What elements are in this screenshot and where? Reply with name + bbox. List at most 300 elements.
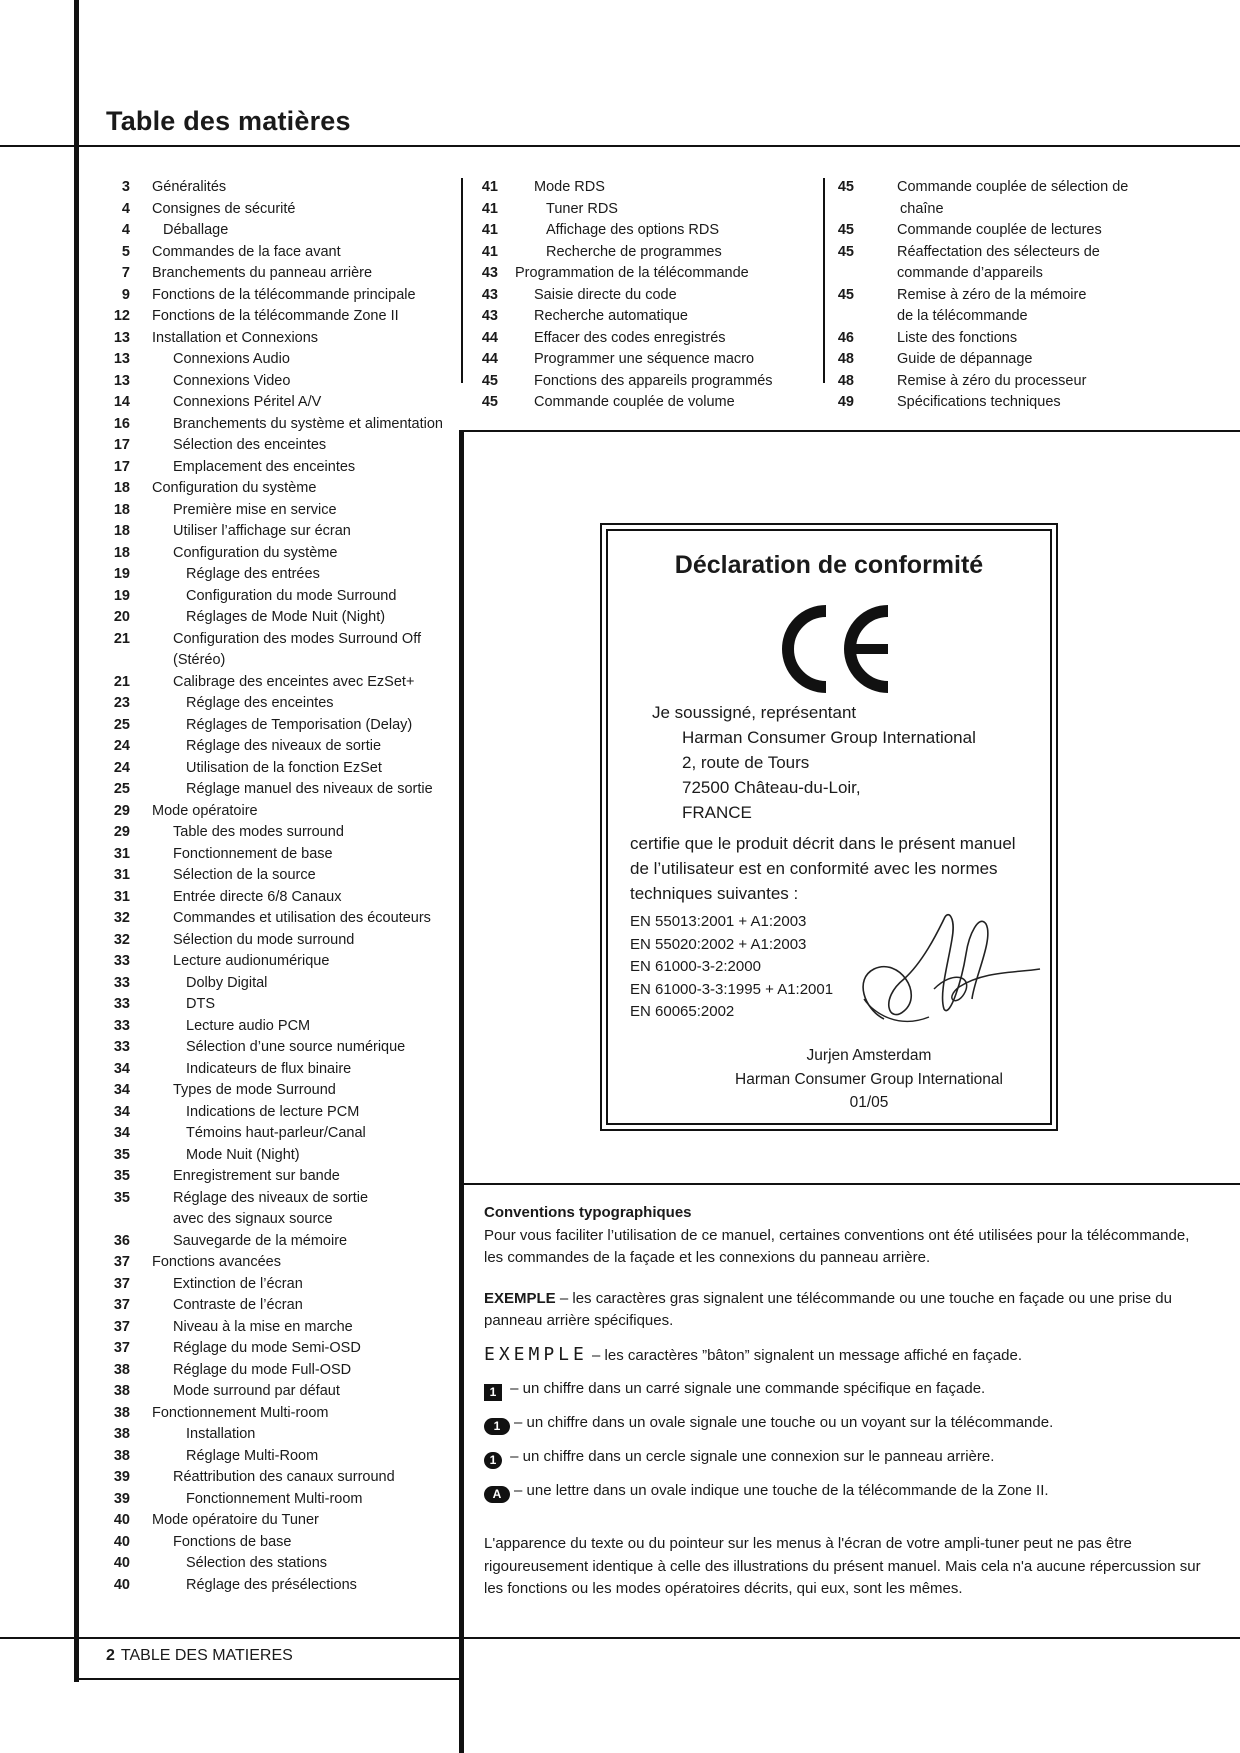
toc-page-number: 17: [113, 437, 130, 453]
section-rule: [461, 1183, 1240, 1185]
toc-entry: [828, 285, 1158, 307]
toc-page-number: 35: [113, 1168, 130, 1184]
toc-entry: [828, 349, 1158, 371]
toc-entry: [104, 672, 454, 694]
declaration-city: 72500 Château-du-Loir,: [682, 778, 861, 797]
toc-label: Mode Nuit (Night): [186, 1146, 300, 1163]
toc-label: Réglage des niveaux de sortie: [173, 1189, 369, 1206]
standard-item: EN 55013:2001 + A1:2003: [630, 913, 807, 930]
toc-entry: [472, 392, 802, 414]
toc-page-number: 38: [113, 1404, 130, 1421]
toc-page-number: 38: [113, 1361, 130, 1378]
ce-mark-icon: [768, 597, 898, 701]
toc-entry: [104, 1295, 454, 1317]
toc-entry: [104, 801, 454, 823]
toc-page-number: 31: [113, 867, 130, 883]
toc-page-number: 33: [113, 974, 130, 991]
footer-rule: [0, 1637, 1240, 1639]
toc-entry: [104, 328, 454, 350]
toc-page-number: 46: [837, 329, 854, 346]
convention-mono-desc: – les caractères ”bâton” signalent un message affiché en façade.: [587, 1346, 1023, 1364]
toc-entry: [828, 371, 1158, 393]
toc-page-number: 41: [481, 179, 498, 195]
toc-label: Sélection de la source: [173, 867, 316, 883]
toc-entry: [104, 1575, 454, 1597]
toc-entry: [104, 263, 454, 285]
toc-page-number: 31: [113, 888, 130, 905]
toc-label: avec des signaux source: [173, 1211, 333, 1227]
toc-page-number: 18: [113, 544, 130, 561]
toc-entry: [104, 865, 454, 887]
toc-entry: [104, 779, 454, 801]
toc-entry: [104, 1080, 454, 1102]
toc-entry: [104, 758, 454, 780]
toc-page-number: 35: [113, 1146, 130, 1163]
toc-entry: [104, 285, 454, 307]
toc-label: Lecture audio PCM: [186, 1017, 311, 1034]
toc-label: Configuration des modes Surround Off: [173, 630, 421, 647]
toc-label: Recherche automatique: [534, 308, 688, 324]
toc-label: DTS: [186, 996, 215, 1012]
oval-letter-icon: A: [484, 1486, 510, 1503]
toc-entry: [104, 1209, 454, 1231]
declaration-box: [600, 523, 1058, 1131]
toc-entry: [472, 263, 802, 285]
toc-label: Liste des fonctions: [897, 329, 1018, 346]
toc-label: Réglage manuel des niveaux de sortie: [186, 781, 433, 797]
toc-label: Remise à zéro de la mémoire: [897, 286, 1087, 303]
toc-entry: [104, 908, 454, 930]
toc-entry: [828, 328, 1158, 350]
toc-label: Réglage des niveaux de sortie: [186, 738, 382, 754]
toc-label: Mode opératoire: [152, 802, 258, 819]
section-rule: [461, 430, 1240, 432]
declaration-certify: certifie que le produit décrit dans le présent manuel: [630, 834, 1016, 853]
declaration-date: 01/05: [849, 1094, 889, 1111]
toc-page-number: 31: [113, 845, 130, 862]
toc-entry: [104, 844, 454, 866]
toc-page-number: 40: [113, 1555, 130, 1571]
toc-label: Configuration du mode Surround: [186, 587, 397, 604]
toc-label: Mode opératoire du Tuner: [152, 1512, 319, 1528]
header-rule: [0, 145, 1240, 147]
toc-page-number: 33: [113, 1017, 130, 1034]
toc-page-number: 39: [113, 1469, 130, 1485]
declaration-company: Harman Consumer Group International: [682, 728, 976, 747]
toc-entry: [104, 1553, 454, 1575]
toc-page-number: 13: [113, 329, 130, 346]
toc-page-number: 41: [481, 200, 498, 217]
toc-entry: [104, 1016, 454, 1038]
toc-page-number: 18: [113, 480, 130, 496]
toc-entry: [104, 1489, 454, 1511]
toc-label: Sélection des stations: [186, 1555, 328, 1571]
convention-square-desc: – un chiffre dans un carré signale une commande spécifique en façade.: [510, 1380, 986, 1397]
toc-label: Branchements du panneau arrière: [152, 265, 373, 281]
toc-page-number: 43: [481, 286, 498, 303]
column-divider: [823, 178, 825, 383]
toc-label: Commandes de la face avant: [152, 243, 341, 260]
footer-page-number: 2: [106, 1647, 115, 1664]
square-number-icon: 1: [484, 1384, 502, 1401]
toc-page-number: 43: [481, 308, 498, 324]
toc-entry: [104, 1102, 454, 1124]
toc-page-number: 39: [113, 1490, 130, 1507]
toc-label: Réaffectation des sélecteurs de: [897, 243, 1100, 260]
declaration-street: 2, route de Tours: [682, 753, 810, 772]
toc-page-number: 45: [837, 222, 854, 238]
toc-entry: [472, 220, 802, 242]
toc-label: Niveau à la mise en marche: [173, 1318, 353, 1335]
toc-page-number: 7: [121, 265, 130, 281]
toc-page-number: 24: [113, 759, 130, 776]
toc-page-number: 20: [113, 609, 130, 625]
toc-label: commande d’appareils: [897, 265, 1043, 281]
toc-label: Enregistrement sur bande: [173, 1168, 340, 1184]
toc-entry: [104, 414, 454, 436]
convention-bold-desc: – les caractères gras signalent une télécommande ou une touche en façade ou une prise du panneau arrière spécifiques.: [484, 1289, 1172, 1329]
toc-label: Fonctions avancées: [152, 1254, 281, 1270]
toc-entry: [104, 887, 454, 909]
toc-column-1: [104, 177, 454, 1596]
toc-entry: [104, 994, 454, 1016]
toc-entry: [104, 564, 454, 586]
toc-entry: [104, 693, 454, 715]
convention-oval: [484, 1412, 1204, 1435]
toc-label: Commande couplée de lectures: [897, 222, 1102, 238]
toc-page-number: 48: [837, 372, 854, 389]
toc-page-number: 37: [113, 1297, 130, 1313]
toc-label: Entrée directe 6/8 Canaux: [173, 888, 342, 905]
toc-entry: [104, 1145, 454, 1167]
toc-label: Programmation de la télécommande: [515, 265, 749, 281]
toc-label: Indications de lecture PCM: [186, 1103, 360, 1120]
toc-entry: [104, 650, 454, 672]
footer-label: TABLE DES MATIERES: [120, 1647, 293, 1664]
toc-page-number: 21: [113, 673, 130, 690]
toc-page-number: 13: [113, 372, 130, 389]
toc-page-number: 19: [113, 587, 130, 604]
toc-label: Réglages de Temporisation (Delay): [186, 716, 413, 733]
standard-item: EN 60065:2002: [630, 1003, 735, 1020]
toc-label: Réglage des entrées: [186, 566, 320, 582]
toc-label: Mode RDS: [534, 179, 605, 195]
standard-item: EN 61000-3-3:1995 + A1:2001: [630, 980, 834, 998]
toc-entry: [104, 306, 454, 328]
toc-label: Emplacement des enceintes: [173, 458, 356, 475]
toc-entry: [104, 1252, 454, 1274]
toc-label: de la télécommande: [897, 308, 1028, 324]
toc-entry: [104, 1403, 454, 1425]
toc-page-number: 9: [121, 286, 130, 303]
convention-mono: [484, 1344, 1204, 1368]
toc-entry: [104, 1360, 454, 1382]
toc-page-number: 29: [113, 802, 130, 819]
toc-page-number: 45: [481, 394, 498, 410]
toc-entry: [104, 1274, 454, 1296]
convention-bold: [484, 1288, 1204, 1333]
toc-label: Commande couplée de sélection de: [897, 179, 1129, 195]
toc-page-number: 44: [481, 351, 498, 367]
page-title: Table des matières: [106, 106, 351, 136]
toc-entry: [104, 371, 454, 393]
toc-page-number: 14: [113, 394, 130, 410]
signer-block: [708, 1044, 1030, 1115]
toc-label: Contraste de l’écran: [173, 1297, 303, 1313]
toc-entry: [104, 349, 454, 371]
toc-entry: [104, 521, 454, 543]
toc-entry: [104, 478, 454, 500]
toc-page-number: 33: [113, 1039, 130, 1055]
toc-entry: [828, 199, 1158, 221]
toc-entry: [104, 822, 454, 844]
toc-label: Sélection d’une source numérique: [186, 1039, 406, 1055]
toc-page-number: 40: [113, 1512, 130, 1528]
toc-page-number: 32: [113, 931, 130, 948]
toc-label: Affichage des options RDS: [546, 222, 720, 238]
toc-label: Programmer une séquence macro: [534, 351, 755, 367]
toc-label: Fonctions de la télécommande Zone II: [152, 308, 399, 324]
toc-page-number: 25: [113, 781, 130, 797]
toc-label: Indicateurs de flux binaire: [186, 1060, 352, 1077]
toc-entry: [104, 951, 454, 973]
toc-page-number: 38: [113, 1426, 130, 1442]
toc-label: Guide de dépannage: [897, 351, 1033, 367]
toc-page-number: 35: [113, 1189, 130, 1206]
toc-label: Configuration du système: [152, 480, 317, 496]
toc-page-number: 45: [837, 243, 854, 260]
toc-label: Fonctions de base: [173, 1533, 292, 1550]
toc-page-number: 33: [113, 953, 130, 969]
toc-label: Commandes et utilisation des écouteurs: [173, 910, 431, 926]
toc-entry: [104, 242, 454, 264]
conventions-section: [484, 1202, 1204, 1601]
toc-label: Sauvegarde de la mémoire: [173, 1232, 348, 1249]
toc-entry: [104, 199, 454, 221]
conventions-intro: Pour vous faciliter l’utilisation de ce manuel, certaines conventions ont été utilisées pour la télécommande, les commandes de la façade et les connexions du panneau arrière.: [484, 1226, 1190, 1266]
toc-page-number: 37: [113, 1275, 130, 1292]
standards-list: [630, 911, 833, 1024]
toc-label: Table des modes surround: [173, 824, 344, 840]
toc-label: Connexions Audio: [173, 351, 290, 367]
toc-entry: [104, 500, 454, 522]
toc-entry: [104, 1317, 454, 1339]
toc-entry: [104, 736, 454, 758]
standard-item: EN 55020:2002 + A1:2003: [630, 935, 807, 953]
toc-entry: [472, 328, 802, 350]
toc-label: Fonctions de la télécommande principale: [152, 286, 416, 303]
toc-label: Réglage des présélections: [186, 1576, 357, 1593]
toc-label: Réglage Multi-Room: [186, 1447, 319, 1464]
circle-number-icon: 1: [484, 1452, 502, 1469]
toc-entry: [104, 1188, 454, 1210]
toc-entry: [828, 263, 1158, 285]
toc-label: Utiliser l’affichage sur écran: [173, 523, 351, 539]
toc-entry: [104, 607, 454, 629]
conventions-note: L'apparence du texte ou du pointeur sur les menus à l'écran de votre ampli-tuner peut ne pas être rigoureusement identique à celle des illustrations du présent manuel. Mais cela n'a aucune répercussion sur les fonctions ou les modes opératoires décrits, qui eux, sont les mêmes.: [484, 1535, 1201, 1597]
toc-entry: [828, 242, 1158, 264]
toc-entry: [104, 930, 454, 952]
toc-entry: [104, 1467, 454, 1489]
toc-entry: [104, 715, 454, 737]
toc-label: Fonctionnement de base: [173, 845, 333, 862]
toc-page-number: 17: [113, 458, 130, 475]
toc-label: Réglage du mode Full-OSD: [173, 1361, 352, 1378]
toc-label: chaîne: [900, 200, 944, 217]
convention-bold-word: EXEMPLE: [484, 1289, 556, 1307]
toc-page-number: 4: [121, 200, 130, 217]
toc-page-number: 37: [113, 1340, 130, 1356]
toc-page-number: 48: [837, 351, 854, 367]
toc-page-number: 23: [113, 695, 130, 711]
toc-label: Première mise en service: [173, 501, 337, 518]
toc-label: Réattribution des canaux surround: [173, 1469, 395, 1485]
conventions-heading: Conventions typographiques: [484, 1204, 692, 1221]
toc-page-number: 38: [113, 1383, 130, 1399]
toc-page-number: 29: [113, 824, 130, 840]
toc-page-number: 41: [481, 243, 498, 260]
toc-page-number: 19: [113, 566, 130, 582]
toc-page-number: 25: [113, 716, 130, 733]
toc-page-number: 16: [113, 415, 130, 432]
footer-rule-bottom: [74, 1678, 462, 1680]
toc-label: Réglage des enceintes: [186, 695, 334, 711]
page-footer: [106, 1647, 293, 1665]
signer-company: Harman Consumer Group International: [735, 1070, 1003, 1088]
toc-column-3: [828, 177, 1158, 414]
convention-mono-word: EXEMPLE: [484, 1343, 588, 1365]
toc-page-number: 37: [113, 1254, 130, 1270]
toc-entry: [472, 242, 802, 264]
toc-entry: [472, 199, 802, 221]
toc-label: Remise à zéro du processeur: [897, 372, 1087, 389]
oval-number-icon: 1: [484, 1418, 510, 1435]
signature-image: [844, 899, 1044, 1039]
toc-page-number: 45: [481, 372, 498, 389]
toc-page-number: 43: [481, 265, 498, 281]
toc-label: Installation: [186, 1426, 256, 1442]
convention-letter: [484, 1480, 1204, 1503]
toc-label: Sélection du mode surround: [173, 931, 355, 948]
toc-label: Installation et Connexions: [152, 329, 319, 346]
toc-label: Commande couplée de volume: [534, 394, 735, 410]
toc-label: Connexions Video: [173, 372, 291, 389]
toc-page-number: 24: [113, 738, 130, 754]
toc-page-number: 13: [113, 351, 130, 367]
convention-circle-desc: – un chiffre dans un cercle signale une connexion sur le panneau arrière.: [510, 1448, 995, 1465]
toc-entry: [828, 177, 1158, 199]
toc-page-number: 34: [113, 1082, 130, 1098]
toc-page-number: 3: [121, 179, 130, 195]
toc-entry: [828, 220, 1158, 242]
toc-entry: [104, 457, 454, 479]
toc-label: Sélection des enceintes: [173, 437, 327, 453]
toc-label: Réglage du mode Semi-OSD: [173, 1340, 361, 1356]
toc-page-number: 21: [113, 630, 130, 647]
toc-entry: [104, 586, 454, 608]
toc-entry: [104, 392, 454, 414]
toc-page-number: 12: [113, 308, 130, 324]
toc-label: Calibrage des enceintes avec EzSet+: [173, 673, 415, 690]
toc-entry: [472, 177, 802, 199]
toc-page-number: 4: [121, 222, 130, 238]
toc-entry: [104, 1059, 454, 1081]
toc-entry: [104, 1166, 454, 1188]
toc-column-2: [472, 177, 802, 414]
declaration-certify: techniques suivantes :: [630, 884, 799, 903]
convention-square: [484, 1378, 1204, 1401]
toc-page-number: 40: [113, 1533, 130, 1550]
toc-page-number: 45: [837, 286, 854, 303]
toc-page-number: 37: [113, 1318, 130, 1335]
toc-entry: [104, 1446, 454, 1468]
toc-page-number: 34: [113, 1060, 130, 1077]
toc-label: Lecture audionumérique: [173, 953, 330, 969]
toc-entry: [104, 1381, 454, 1403]
left-margin-bar: [74, 0, 79, 1682]
toc-label: Fonctionnement Multi-room: [186, 1490, 363, 1507]
toc-entry: [104, 543, 454, 565]
toc-label: Branchements du système et alimentation: [173, 415, 443, 432]
toc-page-number: 34: [113, 1125, 130, 1141]
toc-entry: [472, 306, 802, 328]
toc-entry: [104, 1123, 454, 1145]
toc-entry: [104, 1338, 454, 1360]
toc-label: Fonctions des appareils programmés: [534, 372, 773, 389]
toc-entry: [104, 1037, 454, 1059]
toc-label: Saisie directe du code: [534, 286, 677, 303]
toc-entry: [104, 1424, 454, 1446]
declaration-title: Déclaration de conformité: [674, 551, 984, 579]
toc-page-number: 18: [113, 523, 130, 539]
toc-label: Connexions Péritel A/V: [173, 394, 322, 410]
toc-entry: [104, 177, 454, 199]
toc-label: Réglages de Mode Nuit (Night): [186, 609, 386, 625]
toc-page-number: 18: [113, 501, 130, 518]
toc-page-number: 38: [113, 1447, 130, 1464]
toc-page-number: 5: [121, 243, 130, 260]
toc-label: Dolby Digital: [186, 974, 268, 991]
declaration-country: FRANCE: [682, 803, 752, 822]
toc-entry: [472, 285, 802, 307]
toc-entry: [472, 349, 802, 371]
toc-page-number: 40: [113, 1576, 130, 1593]
convention-letter-desc: – une lettre dans un ovale indique une touche de la télécommande de la Zone II.: [514, 1482, 1049, 1499]
toc-page-number: 44: [481, 329, 498, 346]
signer-name: Jurjen Amsterdam: [806, 1047, 932, 1064]
toc-label: Extinction de l’écran: [173, 1275, 303, 1292]
toc-label: Tuner RDS: [546, 200, 618, 217]
toc-label: Consignes de sécurité: [152, 200, 296, 217]
toc-label: Spécifications techniques: [897, 394, 1061, 410]
toc-entry: [104, 1532, 454, 1554]
toc-label: Configuration du système: [173, 544, 338, 561]
toc-label: Types de mode Surround: [173, 1082, 336, 1098]
column-divider: [461, 178, 463, 383]
toc-entry: [104, 1231, 454, 1253]
standard-item: EN 61000-3-2:2000: [630, 958, 761, 975]
declaration-intro: Je soussigné, représentant: [652, 703, 857, 722]
toc-label: (Stéréo): [173, 652, 226, 668]
toc-label: Utilisation de la fonction EzSet: [186, 759, 382, 776]
convention-circle: [484, 1446, 1204, 1469]
toc-page-number: 34: [113, 1103, 130, 1120]
toc-label: Déballage: [163, 222, 229, 238]
toc-entry: [104, 973, 454, 995]
toc-page-number: 49: [837, 394, 854, 410]
declaration-certify: de l’utilisateur est en conformité avec les normes: [630, 859, 998, 878]
toc-label: Recherche de programmes: [546, 243, 722, 260]
